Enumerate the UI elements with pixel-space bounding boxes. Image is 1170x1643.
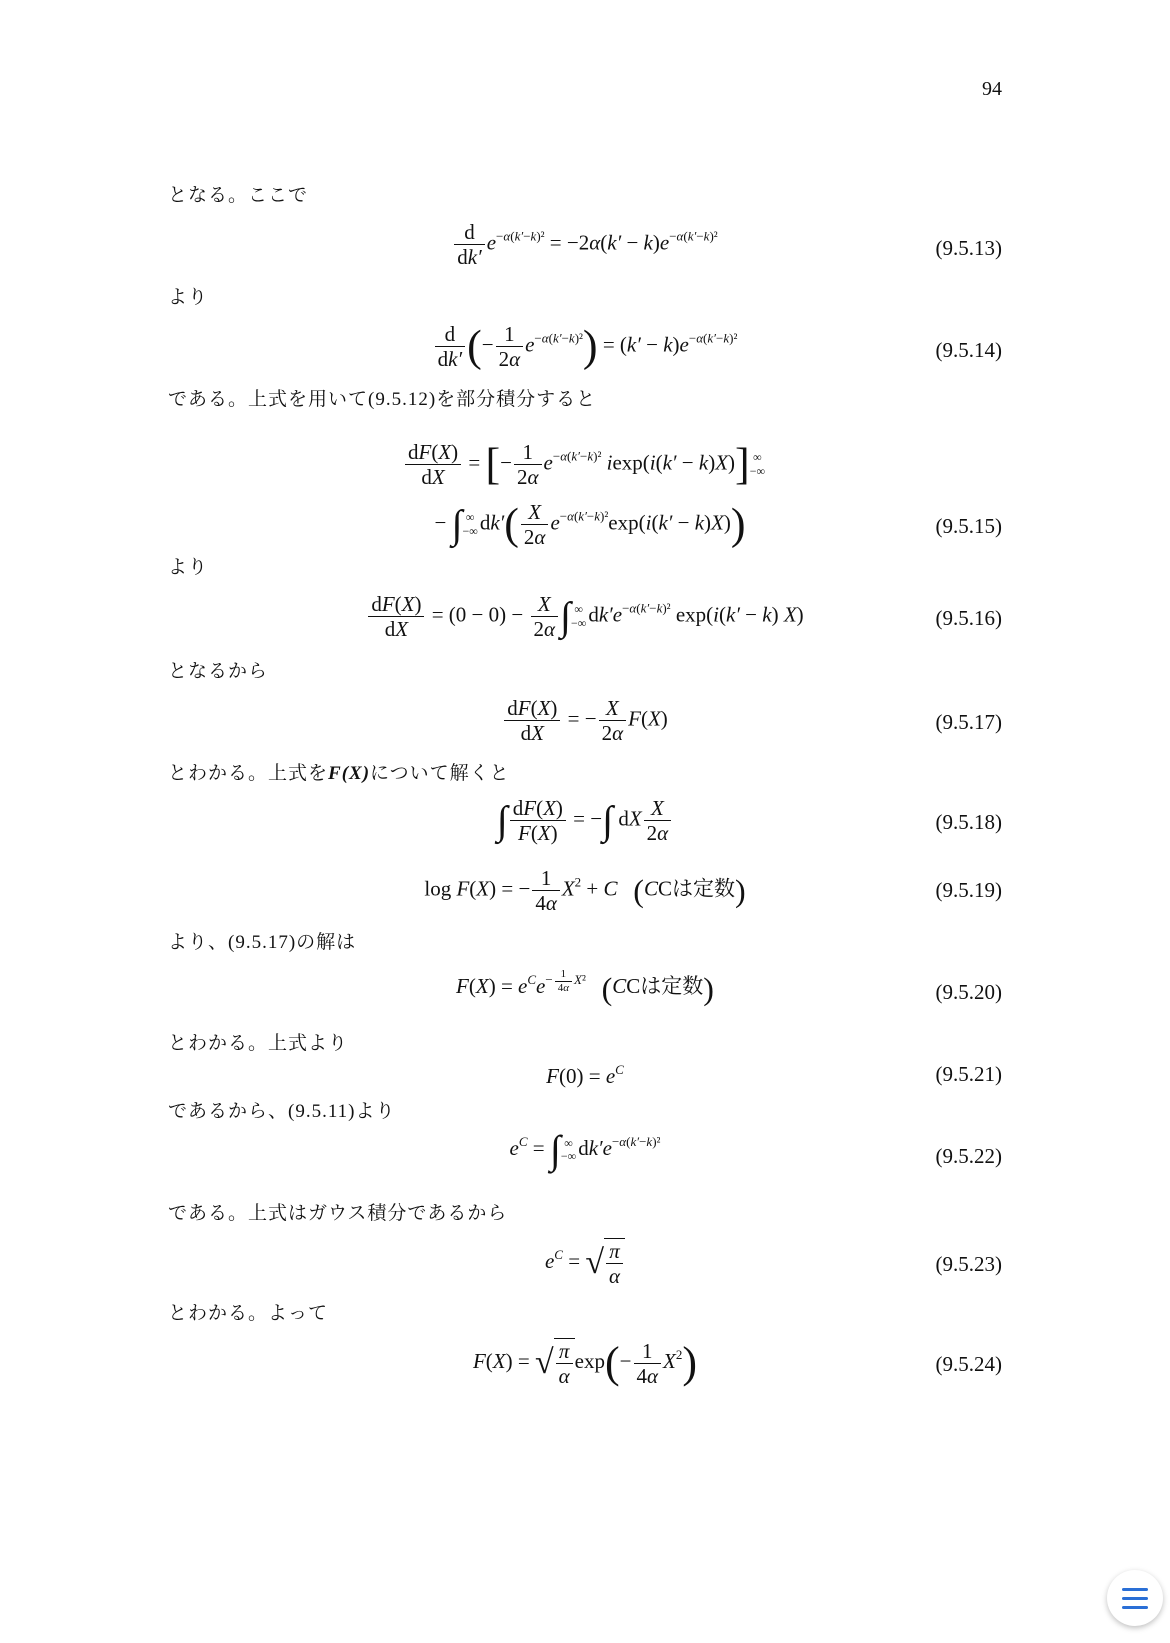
equation-9-5-15: $\frac{dF(X)}{dX}$ = [− $\frac{1}{2\alpha}$ $e^{-\alpha(k'-k)^2}$ iexp(i(k′ − k)X)] ∞ −∞ − ∫ ∞ −∞ dk′( $\frac{X}{2\alpha}$ $e^{-\alpha(k'-k)^2}\exp(i(k' - k)X)$) (9.5.15) (168, 440, 1002, 560)
equation-number: (9.5.13) (935, 236, 1002, 260)
paragraph-text: となる。ここで (168, 185, 309, 206)
hamburger-menu-icon (1122, 1585, 1148, 1612)
paragraph-text: である。上式はガウス積分であるから (168, 1203, 508, 1224)
equation-number: (9.5.17) (935, 710, 1002, 734)
equation-number: (9.5.15) (935, 514, 1002, 538)
paragraph-text: より (168, 557, 209, 578)
equation-number: (9.5.23) (935, 1252, 1002, 1276)
constant-note: Cは定数 (657, 876, 735, 901)
equation-9-5-14: $\frac{d}{dk'}$ (− $\frac{1}{2\alpha}$ $e^{-\alpha(k'-k)^2}) = (k' - k)e^{-\alpha(k'-k)^2}$ (9.5.14) (168, 322, 1002, 382)
equation-9-5-20: $F(X) = e^Ce^{- \frac{1}{4\alpha} X^2}$ (CCは定数) (9.5.20) (456, 968, 1002, 1007)
equation-number: (9.5.18) (935, 810, 1002, 834)
equation-9-5-19: log F(X) = − $\frac{1}{4\alpha}$ $X^2 + C$ (CCは定数) (9.5.19) (424, 866, 1002, 916)
equation-number: (9.5.20) (935, 980, 1002, 1004)
constant-note: Cは定数 (626, 974, 704, 999)
equation-number: (9.5.24) (935, 1352, 1002, 1376)
menu-button[interactable] (1107, 1570, 1163, 1626)
equation-9-5-24: F(X) = √ $\frac{\pi}{\alpha}$ exp(− $\frac{1}{4\alpha}$ $X^2$) (9.5.24) (472, 1338, 1002, 1389)
equation-9-5-23: $e^C$ = √ $\frac{\pi}{\alpha}$ (9.5.23) (544, 1239, 1002, 1289)
paragraph-text: とわかる。上式をF(X)について解くと (168, 763, 510, 784)
equation-9-5-22: $e^C$ = ∫ ∞ −∞ $dk'e^{-\alpha(k'-k)^2}$ (9.5.22) (509, 1127, 1002, 1172)
paragraph-text: とわかる。上式より (168, 1033, 349, 1054)
paragraph-text: より (168, 287, 209, 308)
paragraph-text: とわかる。よって (168, 1303, 329, 1324)
paragraph-text: である。上式を用いて(9.5.12)を部分積分すると (168, 389, 597, 410)
page-number: 94 (982, 78, 1002, 100)
paragraph-text: より、(9.5.17)の解は (168, 932, 357, 953)
equation-number: (9.5.16) (935, 606, 1002, 630)
equation-9-5-21: $F(0) = e^C$ (9.5.21) (546, 1062, 1002, 1088)
equation-number: (9.5.14) (935, 338, 1002, 362)
equation-number: (9.5.21) (935, 1062, 1002, 1086)
equation-9-5-16: $\frac{dF(X)}{dX}$ = (0 − 0) − $\frac{X}{2\alpha}$ ∫ ∞ −∞ $dk'e^{-\alpha(k'-k)^2}$ exp(i(k′ − k) X) (9.5.16) (168, 592, 1002, 652)
equation-9-5-17: $\frac{dF(X)}{dX}$ = − $\frac{X}{2\alpha}$ F(X) (9.5.17) (168, 696, 1002, 756)
equation-9-5-13: $\frac{d}{dk'}$ $e^{-\alpha(k'-k)^2} = -2\alpha(k' - k)e^{-\alpha(k'-k)^2}$ (9.5.13) (168, 220, 1002, 280)
equation-number: (9.5.19) (935, 878, 1002, 902)
equation-9-5-18: ∫ $\frac{dF(X)}{F(X)}$ = −∫ dX $\frac{X}{2\alpha}$ (9.5.18) (496, 796, 1002, 846)
equation-number: (9.5.22) (935, 1144, 1002, 1168)
paragraph-text: であるから、(9.5.11)より (168, 1101, 396, 1122)
paragraph-text: となるから (168, 661, 269, 682)
